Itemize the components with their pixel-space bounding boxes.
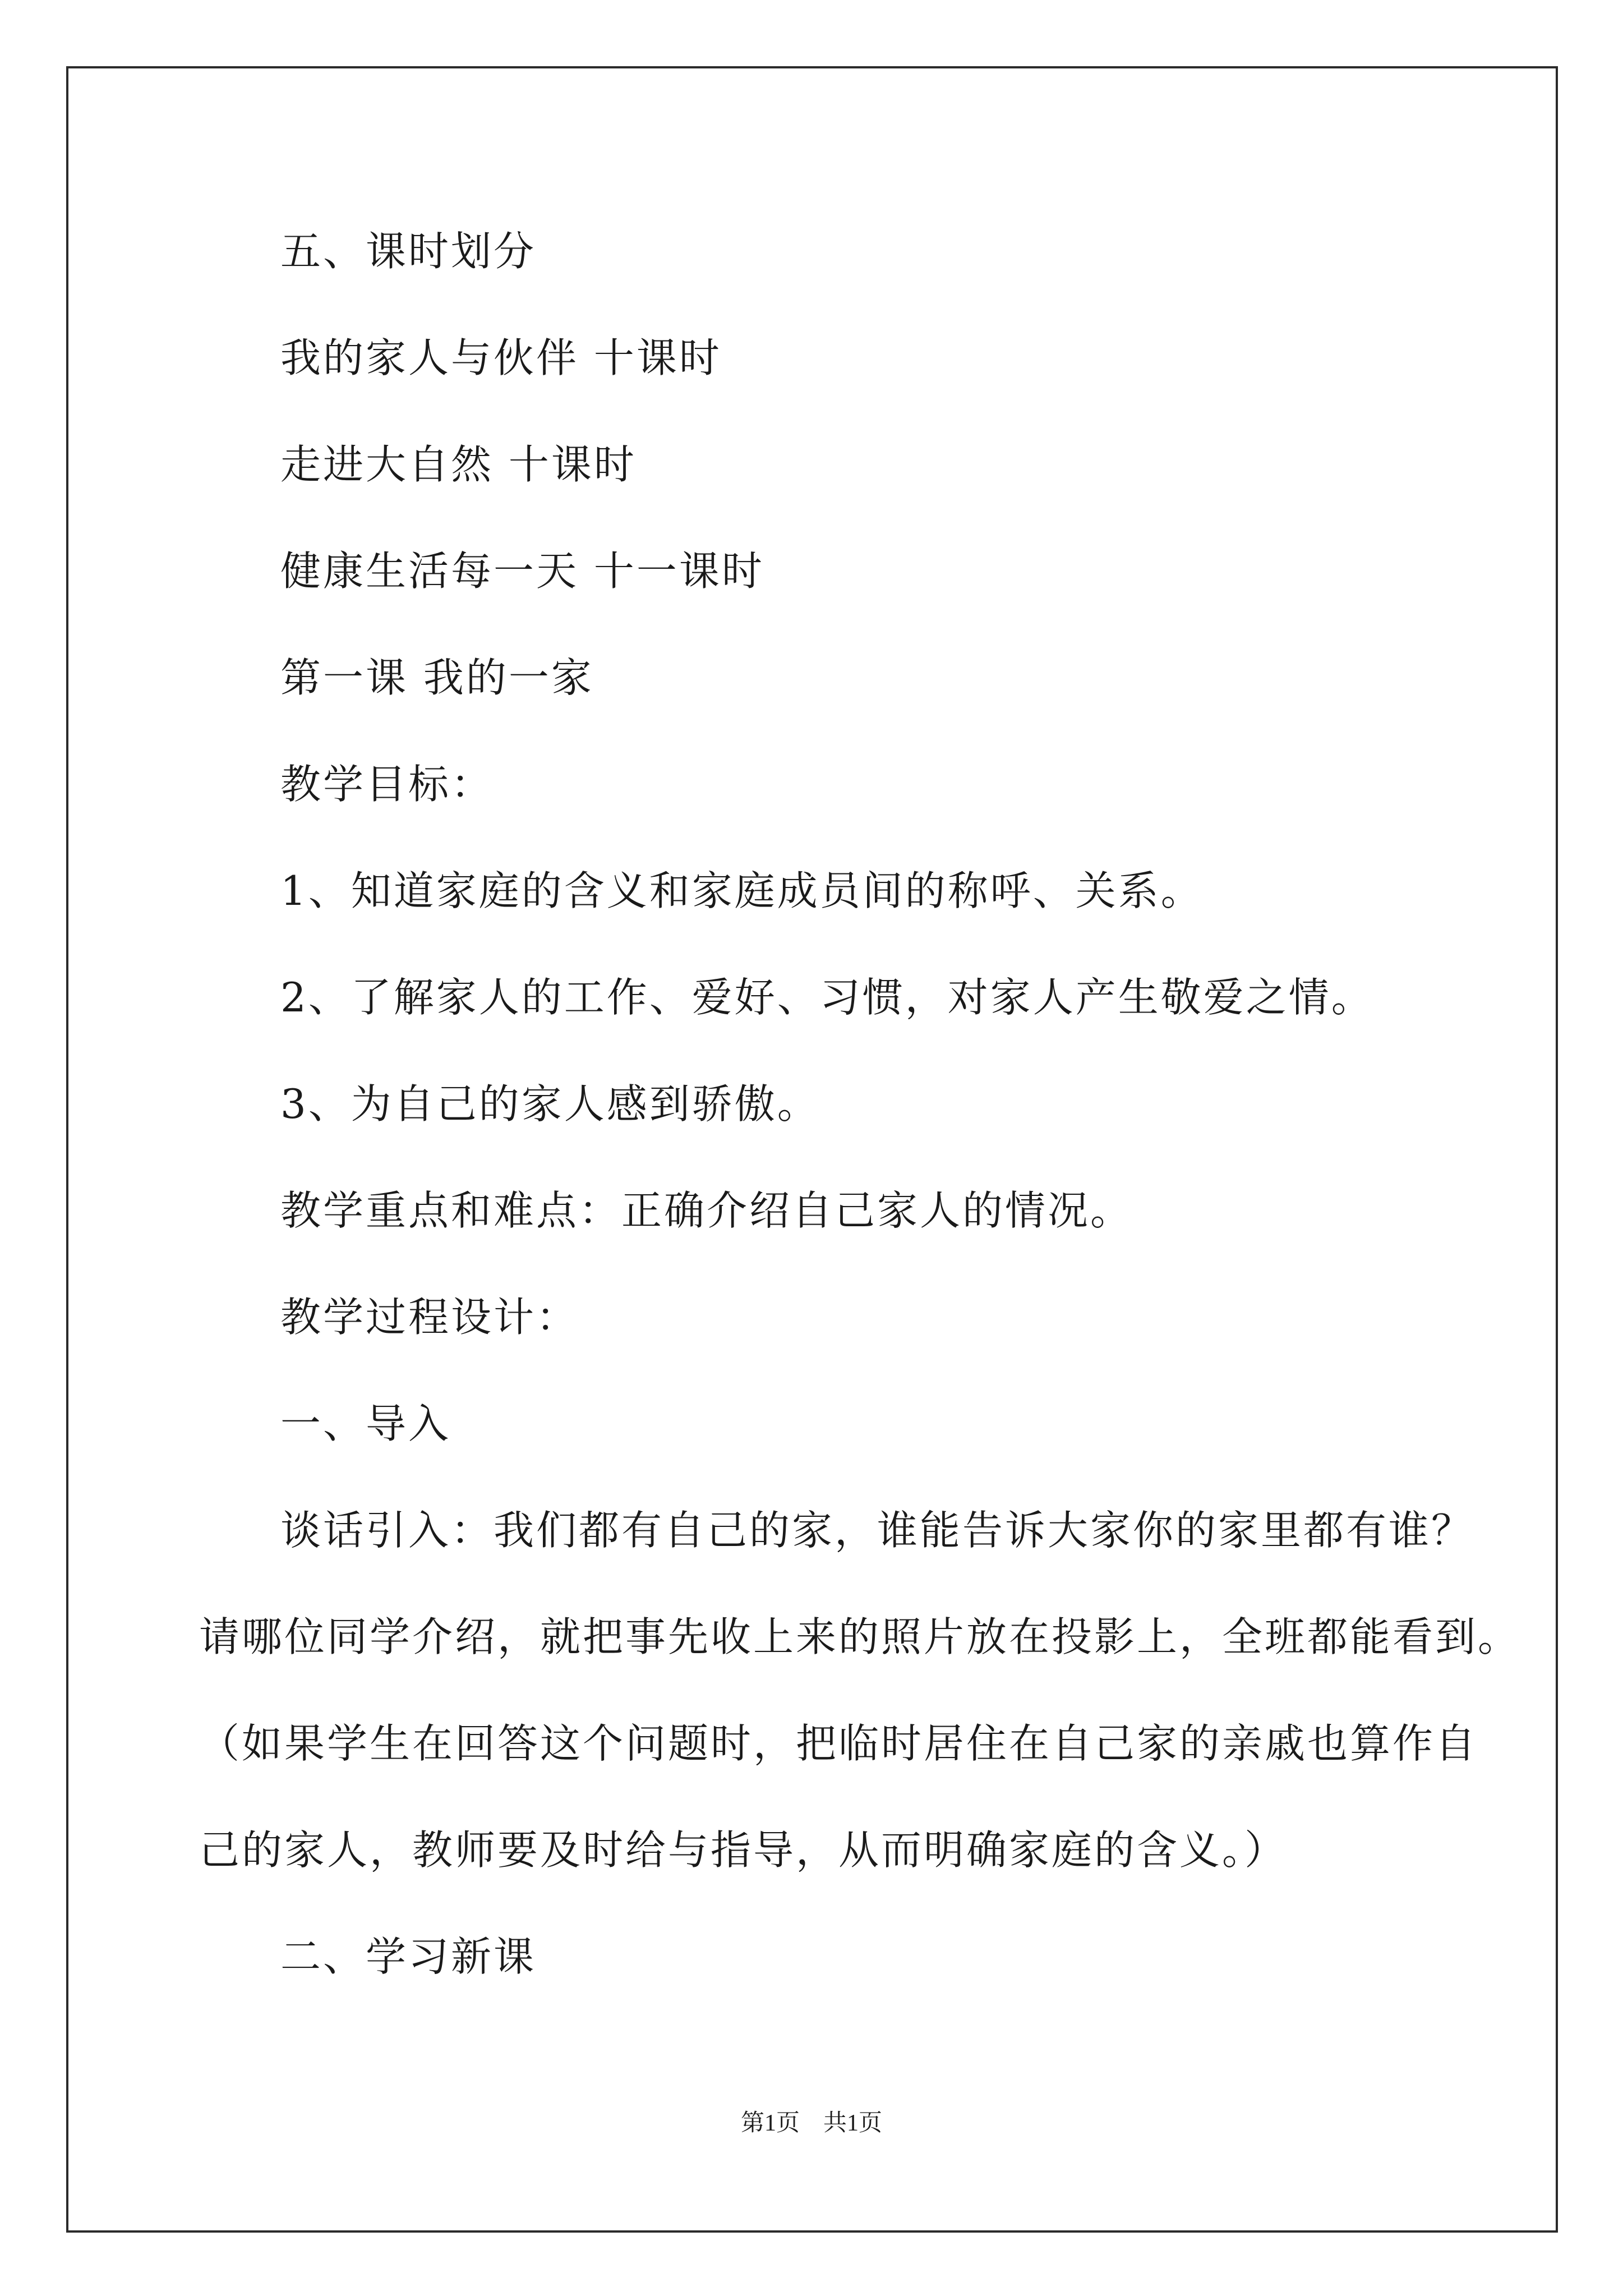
section-heading-new-lesson: 二、学习新课	[280, 1933, 537, 1980]
paragraph-intro-line-4: 己的家人，教师要及时给与指导，从而明确家庭的含义。）	[199, 1826, 1288, 1874]
paragraph-intro-line-1: 谈话引入：我们都有自己的家，谁能告诉大家你的家里都有谁？	[280, 1507, 1474, 1554]
paragraph-intro-line-2: 请哪位同学介绍，就把事先收上来的照片放在投影上，全班都能看到。	[199, 1613, 1521, 1660]
page-number-footer: 第1页 共1页	[740, 2110, 882, 2136]
lesson-title: 第一课 我的一家	[280, 654, 594, 701]
objective-item-1: 1、知道家庭的含义和家庭成员间的称呼、关系。	[280, 867, 1204, 914]
process-heading: 教学过程设计：	[280, 1294, 579, 1341]
paragraph-intro-line-3: （如果学生在回答这个问题时，把临时居住在自己家的亲戚也算作自	[199, 1720, 1478, 1767]
objective-item-3: 3、为自己的家人感到骄傲。	[280, 1080, 820, 1128]
paragraph-unit-1: 我的家人与伙伴 十课时	[280, 334, 722, 381]
objectives-heading: 教学目标：	[280, 761, 494, 808]
page-border	[66, 66, 1558, 2233]
paragraph-unit-3: 健康生活每一天 十一课时	[280, 547, 764, 595]
section-heading-introduction: 一、导入	[280, 1400, 451, 1447]
section-heading-lesson-division: 五、课时划分	[280, 228, 537, 275]
paragraph-unit-2: 走进大自然 十课时	[280, 441, 637, 488]
key-points-paragraph: 教学重点和难点：正确介绍自己家人的情况。	[280, 1187, 1133, 1234]
objective-item-2: 2、了解家人的工作、爱好、习惯，对家人产生敬爱之情。	[280, 974, 1374, 1021]
